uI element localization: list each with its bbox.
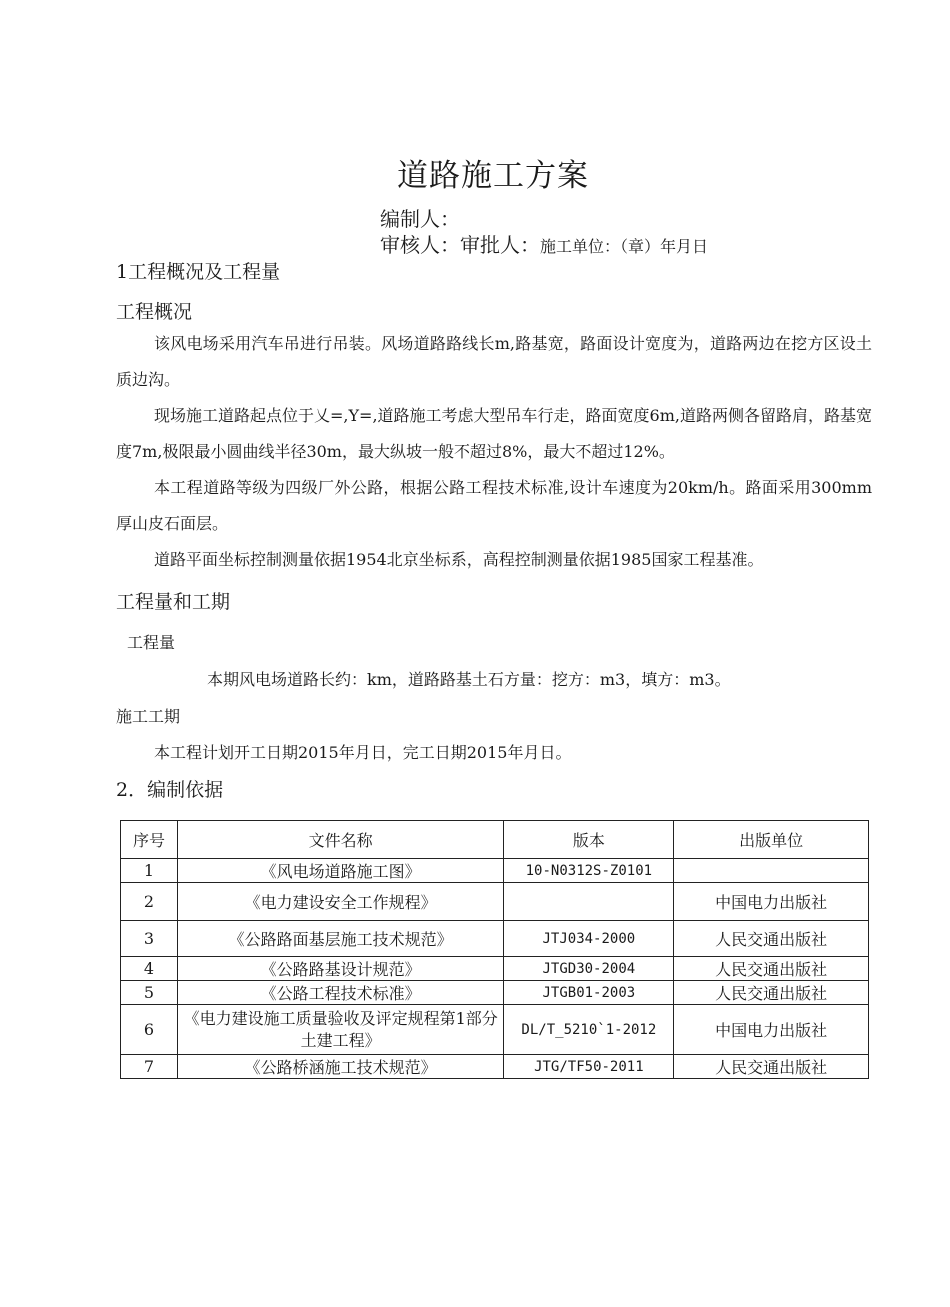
- table-row: [121, 1005, 869, 1055]
- row-publisher: 人民交通出版社: [674, 981, 869, 1005]
- row-no: 5: [121, 981, 178, 1005]
- row-version: DL/T_5210`1-2012: [504, 1005, 674, 1055]
- header-version: 版本: [504, 821, 674, 859]
- section-2-heading: 2．编制依据: [116, 779, 224, 801]
- document-title: 道路施工方案: [397, 158, 589, 194]
- quantity-text: 本期风电场道路长约：km，道路路基土石方量：挖方：m3，填方：m3。: [207, 670, 731, 689]
- overview-paragraph-1: 该风电场采用汽车吊进行吊装。风场道路路线长m,路基宽，路面设计宽度为，道路两边在挖方区设土质边沟。: [116, 334, 872, 389]
- row-name: 《风电场道路施工图》: [177, 859, 503, 883]
- table-header-row: [121, 821, 869, 859]
- overview-paragraph-2: 现场施工道路起点位于乂=,Y=,道路施工考虑大型吊车行走，路面宽度6m,道路两侧各留路肩，路基宽度7m,极限最小圆曲线半径30m，最大纵坡一般不超过8%，最大不超过12%。: [116, 406, 872, 461]
- row-publisher: 中国电力出版社: [674, 1005, 869, 1055]
- row-publisher: 人民交通出版社: [674, 1055, 869, 1079]
- row-version: JTG/TF50-2011: [504, 1055, 674, 1079]
- row-name: 《电力建设安全工作规程》: [177, 883, 503, 921]
- row-no: 4: [121, 957, 178, 981]
- table-row: [121, 957, 869, 981]
- schedule-text: 本工程计划开工日期2015年月日，完工日期2015年月日。: [154, 743, 572, 762]
- row-publisher: [674, 859, 869, 883]
- row-no: 6: [121, 1005, 178, 1055]
- table-row: [121, 1055, 869, 1079]
- section-1-heading: 1工程概况及工程量: [116, 261, 281, 283]
- row-version: [504, 883, 674, 921]
- row-name: 《电力建设施工质量验收及评定规程第1部分土建工程》: [177, 1005, 503, 1055]
- row-no: 1: [121, 859, 178, 883]
- overview-heading: 工程概况: [116, 301, 193, 323]
- row-name: 《公路路面基层施工技术规范》: [177, 921, 503, 957]
- row-name: 《公路桥涵施工技术规范》: [177, 1055, 503, 1079]
- quantity-schedule-heading: 工程量和工期: [116, 591, 231, 613]
- table-row: [121, 981, 869, 1005]
- approval-line: [380, 229, 708, 258]
- row-no: 7: [121, 1055, 178, 1079]
- row-name: 《公路工程技术标准》: [177, 981, 503, 1005]
- row-publisher: 人民交通出版社: [674, 921, 869, 957]
- row-no: 3: [121, 921, 178, 957]
- table-row: [121, 883, 869, 921]
- row-version: JTJ034-2000: [504, 921, 674, 957]
- schedule-heading: 施工工期: [116, 707, 181, 726]
- header-name: 文件名称: [177, 821, 503, 859]
- compiler-line: 编制人：: [380, 207, 460, 231]
- overview-paragraph-3: 本工程道路等级为四级厂外公路，根据公路工程技术标准,设计车速度为20km/h。路面采用300mm厚山皮石面层。: [116, 478, 872, 533]
- table-row: [121, 859, 869, 883]
- table-row: [121, 921, 869, 957]
- row-publisher: 人民交通出版社: [674, 957, 869, 981]
- row-version: 10-N0312S-Z0101: [504, 859, 674, 883]
- construction-unit-label: 施工单位：（章）年月日: [540, 237, 709, 256]
- header-publisher: 出版单位: [674, 821, 869, 859]
- header-no: 序号: [121, 821, 178, 859]
- row-name: 《公路路基设计规范》: [177, 957, 503, 981]
- quantity-heading: 工程量: [127, 633, 176, 652]
- reviewer-approver-label: 审核人：审批人：: [380, 233, 540, 257]
- overview-paragraph-4: 道路平面坐标控制测量依据1954北京坐标系，高程控制测量依据1985国家工程基准。: [154, 550, 764, 569]
- row-version: JTGB01-2003: [504, 981, 674, 1005]
- reference-table: [120, 820, 869, 1079]
- row-version: JTGD30-2004: [504, 957, 674, 981]
- row-publisher: 中国电力出版社: [674, 883, 869, 921]
- row-no: 2: [121, 883, 178, 921]
